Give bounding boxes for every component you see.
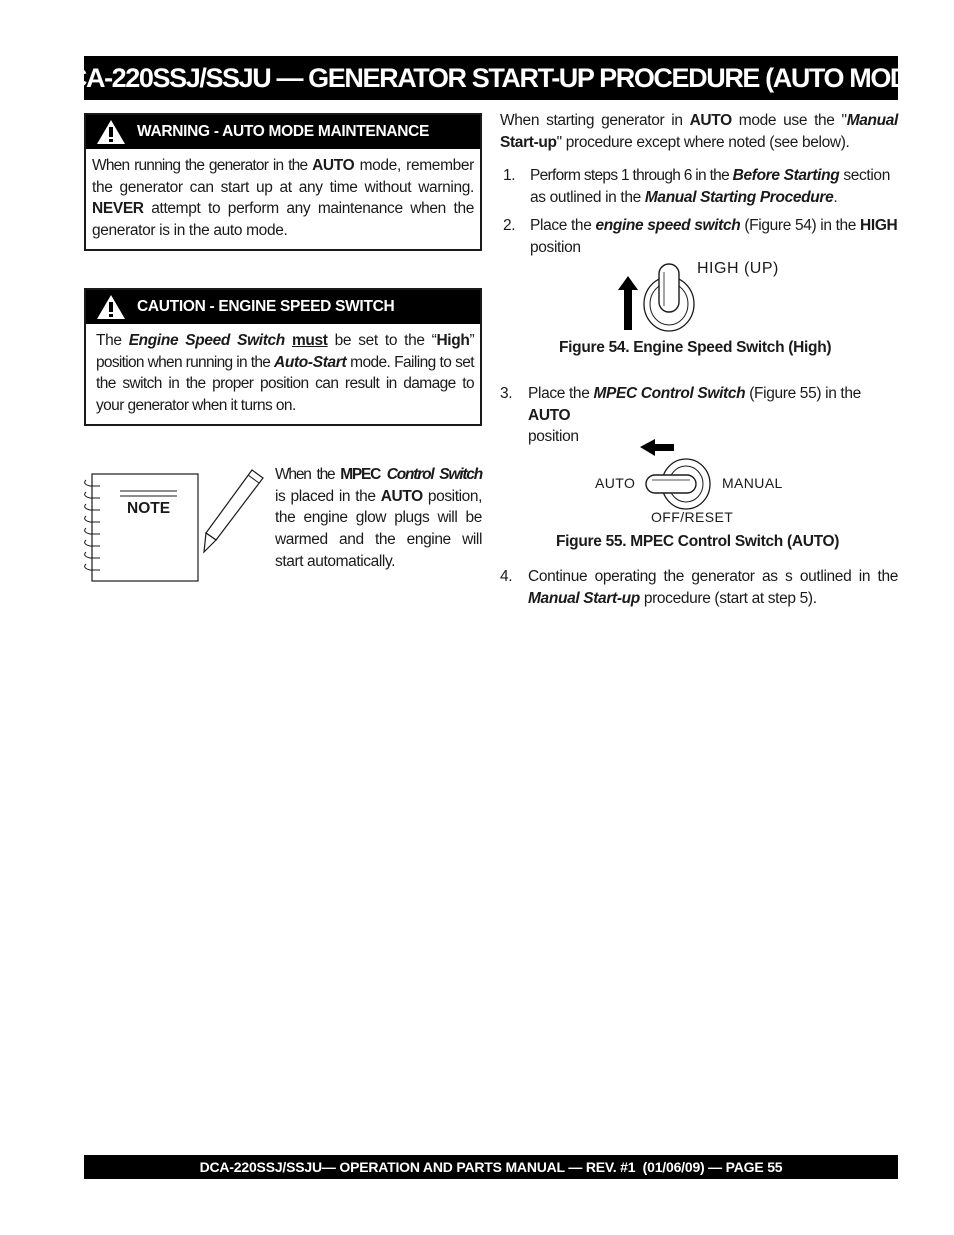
step-1: 1. Perform steps 1 through 6 in the Before Starting section as outlined in the Manual Starting Procedure.	[503, 167, 890, 206]
caution-icon	[96, 294, 126, 320]
figure54-caption: Figure 54. Engine Speed Switch (High)	[559, 339, 832, 356]
page-footer: DCA-220SSJ/SSJU— OPERATION AND PARTS MANUAL — REV. #1 (01/06/09) — PAGE 55	[84, 1155, 898, 1179]
figure54-label: HIGH (UP)	[697, 260, 779, 277]
warning-heading: WARNING - AUTO MODE MAINTENANCE	[137, 123, 430, 140]
figure55-label-manual: MANUAL	[722, 475, 783, 491]
step-2: 2. Place the engine speed switch (Figure 54) in the HIGH position	[503, 217, 898, 256]
arrow-left-icon	[640, 439, 674, 456]
note-label: NOTE	[127, 500, 171, 517]
mpec-control-switch-figure	[640, 434, 720, 514]
page-title: DCA-220SSJ/SSJU — GENERATOR START-UP PROCEDURE (AUTO MODE)	[84, 56, 898, 100]
warning-header	[86, 115, 480, 149]
step-3: 3. Place the MPEC Control Switch (Figure 55) in the AUTO position	[500, 385, 861, 446]
note-text: When the MPEC Control Switch is placed in the AUTO position, the engine glow plugs will be warmed and the engine will start automatically.	[275, 466, 483, 570]
intro-text: When starting generator in AUTO mode use the "Manual Start-up" procedure except where noted (see below).	[500, 112, 898, 151]
caution-heading: CAUTION - ENGINE SPEED SWITCH	[137, 298, 395, 315]
warning-box	[84, 113, 482, 251]
figure55-label-off: OFF/RESET	[651, 509, 734, 525]
caution-header	[86, 290, 480, 324]
caution-box	[84, 288, 482, 426]
caution-text: The Engine Speed Switch must be set to the “High” position when running in the Auto-Start mode. Failing to set the switch in the proper position can result in damage to your generator when it turns on.	[96, 332, 475, 415]
note-pad-icon	[82, 462, 272, 587]
arrow-up-icon	[618, 276, 638, 330]
figure55-caption: Figure 55. MPEC Control Switch (AUTO)	[556, 533, 840, 550]
warning-icon	[96, 119, 126, 145]
step-4: 4. Continue operating the generator as s outlined in the Manual Start-up procedure (start at step 5).	[500, 568, 898, 607]
figure55-label-auto: AUTO	[595, 475, 636, 491]
warning-text: When running the generator in the AUTO mode, remember the generator can start up at any time without warning. NEVER attempt to perform any maintenance when the generator is in the auto mode.	[92, 157, 474, 240]
